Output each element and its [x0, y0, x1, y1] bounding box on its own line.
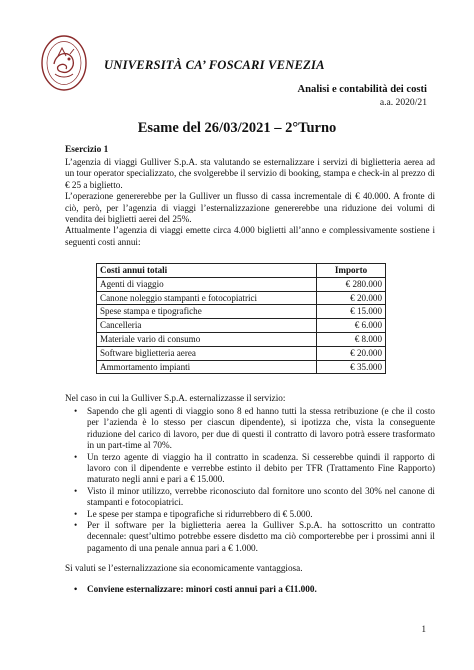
table-header-row [97, 264, 386, 278]
table-row [97, 277, 386, 291]
list-item-text: Un terzo agente di viaggio ha il contratto in scadenza. Si cesserebbe quindi il rapporto di lavoro con il dipendente e verrebbe estinto il debito per TFR (Trattamento Fine Rapporto) maturato negli anni e pari a € 15.000. [87, 451, 435, 485]
column-header-amount: Importo [317, 264, 386, 278]
cost-amount: € 280.000 [317, 277, 386, 291]
cost-label: Ammortamento impianti [97, 360, 317, 374]
exercise-title: Esercizio 1 [65, 145, 109, 155]
cost-amount: € 35.000 [317, 360, 386, 374]
list-item [65, 486, 435, 509]
intro-paragraph: L’operazione genererebbe per la Gulliver un flusso di cassa incrementale di € 40.000. A fronte di ciò, però, per l’agenzia di viaggi l’esternalizzazione genererebbe una riduzione dei volumi di vendita dei biglietti aerei del 25%. [65, 191, 435, 225]
university-seal-logo [40, 34, 88, 92]
university-name: UNIVERSITÀ CA’ FOSCARI VENEZIA [104, 58, 325, 72]
table-row [97, 291, 386, 305]
table-row [97, 332, 386, 346]
list-item [65, 509, 435, 520]
intro-paragraph: Attualmente l’agenzia di viaggi emette circa 4.000 biglietti all’anno e complessivamente sostiene i seguenti costi annui: [65, 225, 435, 247]
cost-label: Spese stampa e tipografiche [97, 305, 317, 319]
list-item [65, 452, 435, 486]
list-item-text: Per il software per la biglietteria aerea la Gulliver S.p.A. ha sottoscritto un contratto decennale: quest’ultimo potrebbe essere disdetto ma ciò comporterebbe per i prossimi anni il pagamento di una penale annua pari a € 1.000. [87, 520, 435, 553]
cost-amount: € 15.000 [317, 305, 386, 319]
intro-paragraph: L’agenzia di viaggi Gulliver S.p.A. sta valutando se esternalizzare i servizi di biglietteria aerea ad un tour operator specializzato, che svolgerebbe il servizio di booking, stampa e check-in al prezzo di € 25 a biglietto. [65, 157, 435, 190]
page-number: 1 [421, 624, 426, 634]
exam-title: Esame del 26/03/2021 – 2°Turno [137, 120, 337, 136]
bullet-icon: • [74, 508, 78, 519]
bullet-icon: • [74, 520, 78, 531]
cost-label: Canone noleggio stampanti e fotocopiatrici [97, 291, 317, 305]
list-item-text: Le spese per stampa e tipografiche si ridurrebbero di € 5.000. [87, 508, 313, 519]
course-name: Analisi e contabilità dei costi [297, 84, 427, 95]
assumptions-list [65, 406, 435, 554]
cost-label: Materiale vario di consumo [97, 332, 317, 346]
bullets-intro: Nel caso in cui la Gulliver S.p.A. esternalizzasse il servizio: [65, 393, 286, 403]
bullet-icon: • [74, 485, 78, 496]
table-row [97, 319, 386, 333]
table-row [97, 305, 386, 319]
list-item [65, 520, 435, 554]
cost-label: Software biglietteria aerea [97, 346, 317, 360]
cost-amount: € 20.000 [317, 346, 386, 360]
cost-label: Cancelleria [97, 319, 317, 333]
exercise-intro [65, 157, 435, 248]
table-row [97, 346, 386, 360]
list-item [65, 406, 435, 452]
bullet-icon: • [74, 406, 78, 416]
question-text: Si valuti se l’esternalizzazione sia economicamente vantaggiosa. [65, 563, 303, 573]
cost-amount: € 6.000 [317, 319, 386, 333]
cost-label: Agenti di viaggio [97, 277, 317, 291]
cost-amount: € 20.000 [317, 291, 386, 305]
column-header-costs: Costi annui totali [97, 264, 317, 278]
list-item-text: Visto il minor utilizzo, verrebbe riconosciuto dal fornitore uno sconto del 30% nel canone di stampanti e fotocopiatrici. [87, 485, 435, 508]
annual-costs-table [96, 263, 386, 374]
academic-year: a.a. 2020/21 [379, 97, 427, 108]
bullet-icon: • [74, 451, 78, 462]
cost-amount: € 8.000 [317, 332, 386, 346]
bullet-icon: • [74, 584, 78, 594]
table-row [97, 360, 386, 374]
list-item-text: Sapendo che gli agenti di viaggio sono 8 ed hanno tutti la stessa retribuzione (e che il costo per l’azienda è lo stesso per ciascun dipendente), si ipotizza che, vista la conseguente riduzione del carico di lavoro, per due di questi il contratto di lavoro potrà essere trasformato in un part-time al 70%. [87, 406, 435, 451]
answer-text: Conviene esternalizzare: minori costi annui pari a €11.000. [87, 584, 317, 594]
